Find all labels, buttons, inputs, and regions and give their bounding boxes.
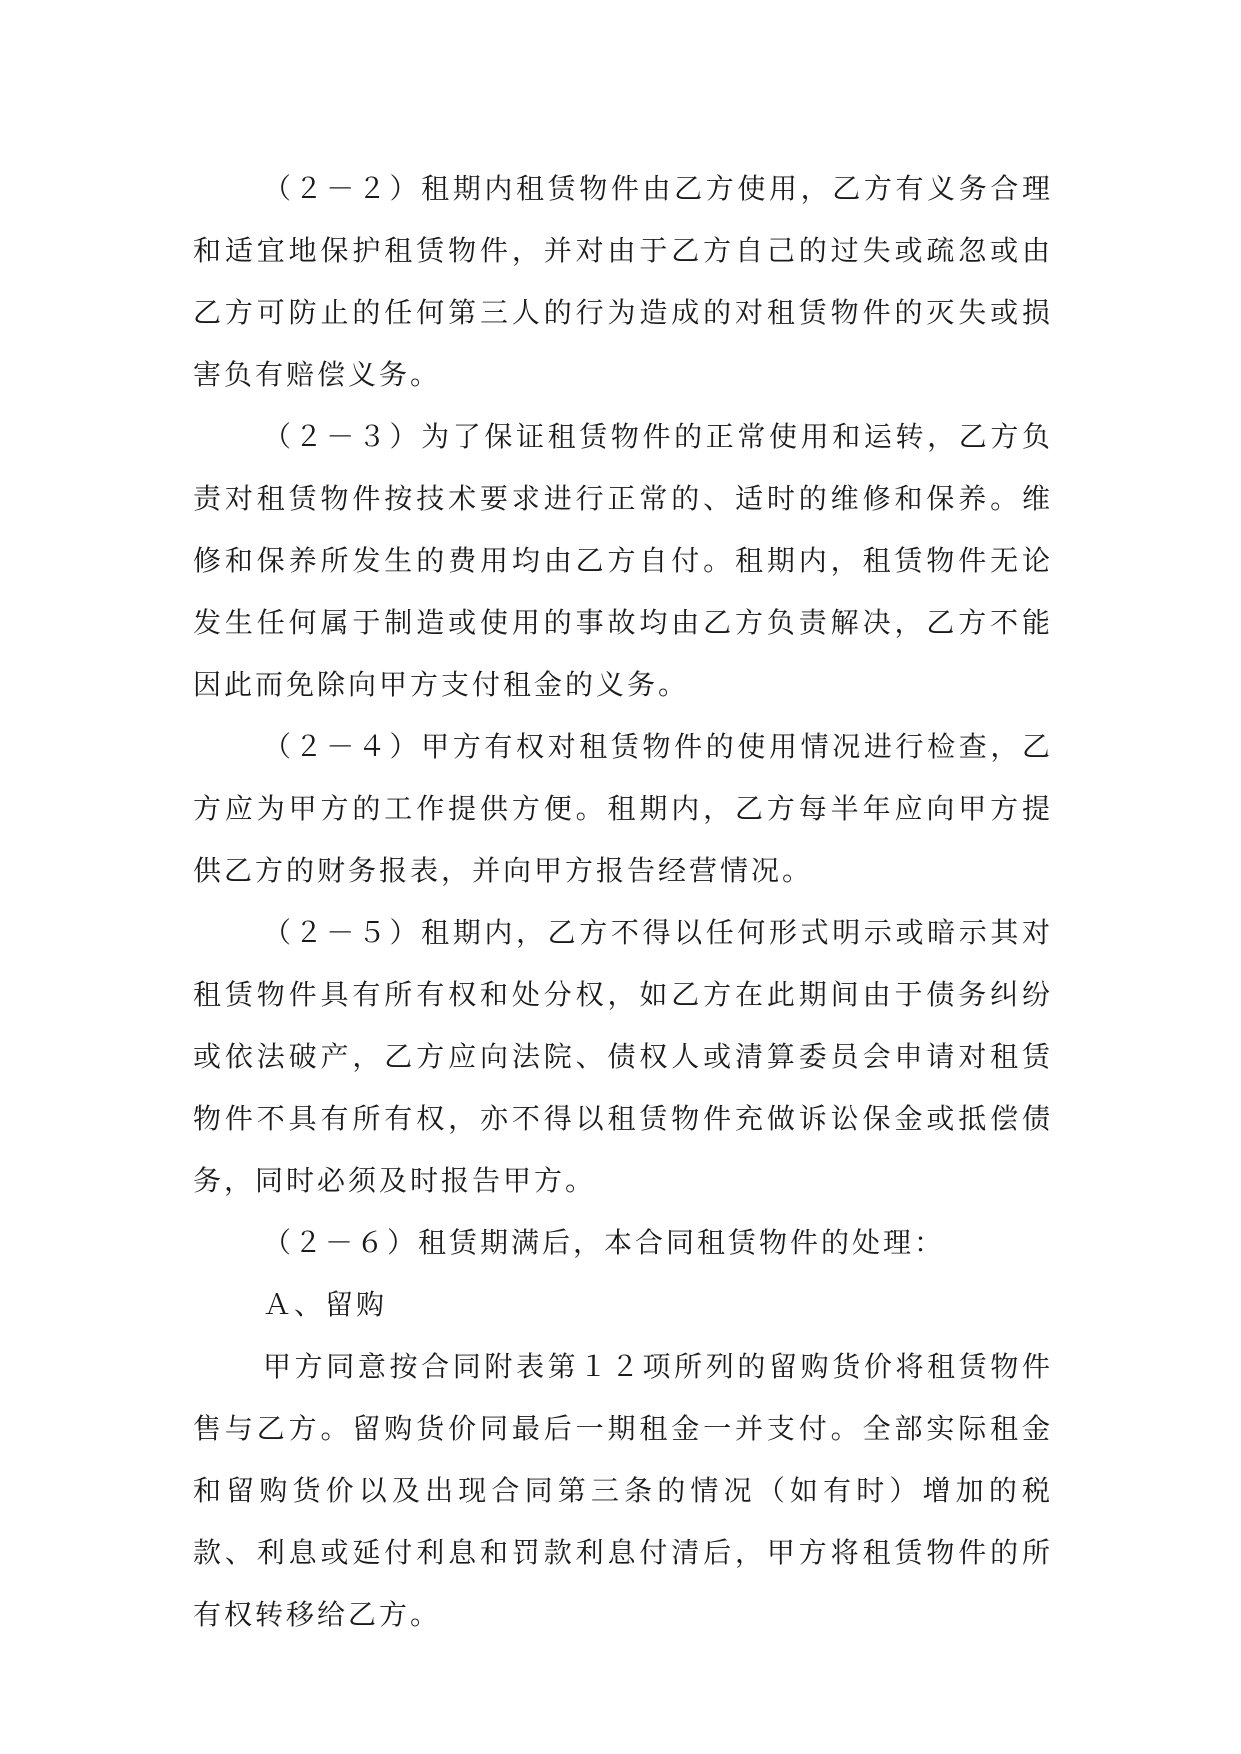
paragraph-2-6: （２－６）租赁期满后，本合同租赁物件的处理： [263,1226,946,1259]
paragraph-2-3: （２－３）为了保证租赁物件的正常使用和运转，乙方负责对租赁物件按技术要求进行正常的、适时的维修和保养。维修和保养所发生的费用均由乙方自付。租期内，租赁物件无论发生任何属于制造或使用的事故均由乙方负责解决，乙方不能因此而免除向甲方支付租金的义务。 [193,420,1053,701]
paragraph-2-4: （２－４）甲方有权对租赁物件的使用情况进行检查，乙方应为甲方的工作提供方便。租期内，乙方每半年应向甲方提供乙方的财务报表，并向甲方报告经营情况。 [193,730,1053,887]
paragraph-2-2: （２－２）租期内租赁物件由乙方使用，乙方有义务合理和适宜地保护租赁物件，并对由于乙方自己的过失或疏忽或由乙方可防止的任何第三人的行为造成的对租赁物件的灭失或损害负有赔偿义务。 [193,172,1053,391]
paragraph-a-body: 甲方同意按合同附表第１２项所列的留购货价将租赁物件售与乙方。留购货价同最后一期租金一并支付。全部实际租金和留购货价以及出现合同第三条的情况（如有时）增加的税款、利息或延付利息和罚款利息付清后，甲方将租赁物件的所有权转移给乙方。 [193,1350,1053,1631]
paragraph-a-heading: Ａ、留购 [263,1288,388,1321]
document-body [193,158,1053,1646]
paragraph-2-5: （２－５）租期内，乙方不得以任何形式明示或暗示其对租赁物件具有所有权和处分权，如乙方在此期间由于债务纠纷或依法破产，乙方应向法院、债权人或清算委员会申请对租赁物件不具有所有权，亦不得以租赁物件充做诉讼保金或抵偿债务，同时必须及时报告甲方。 [193,916,1053,1197]
